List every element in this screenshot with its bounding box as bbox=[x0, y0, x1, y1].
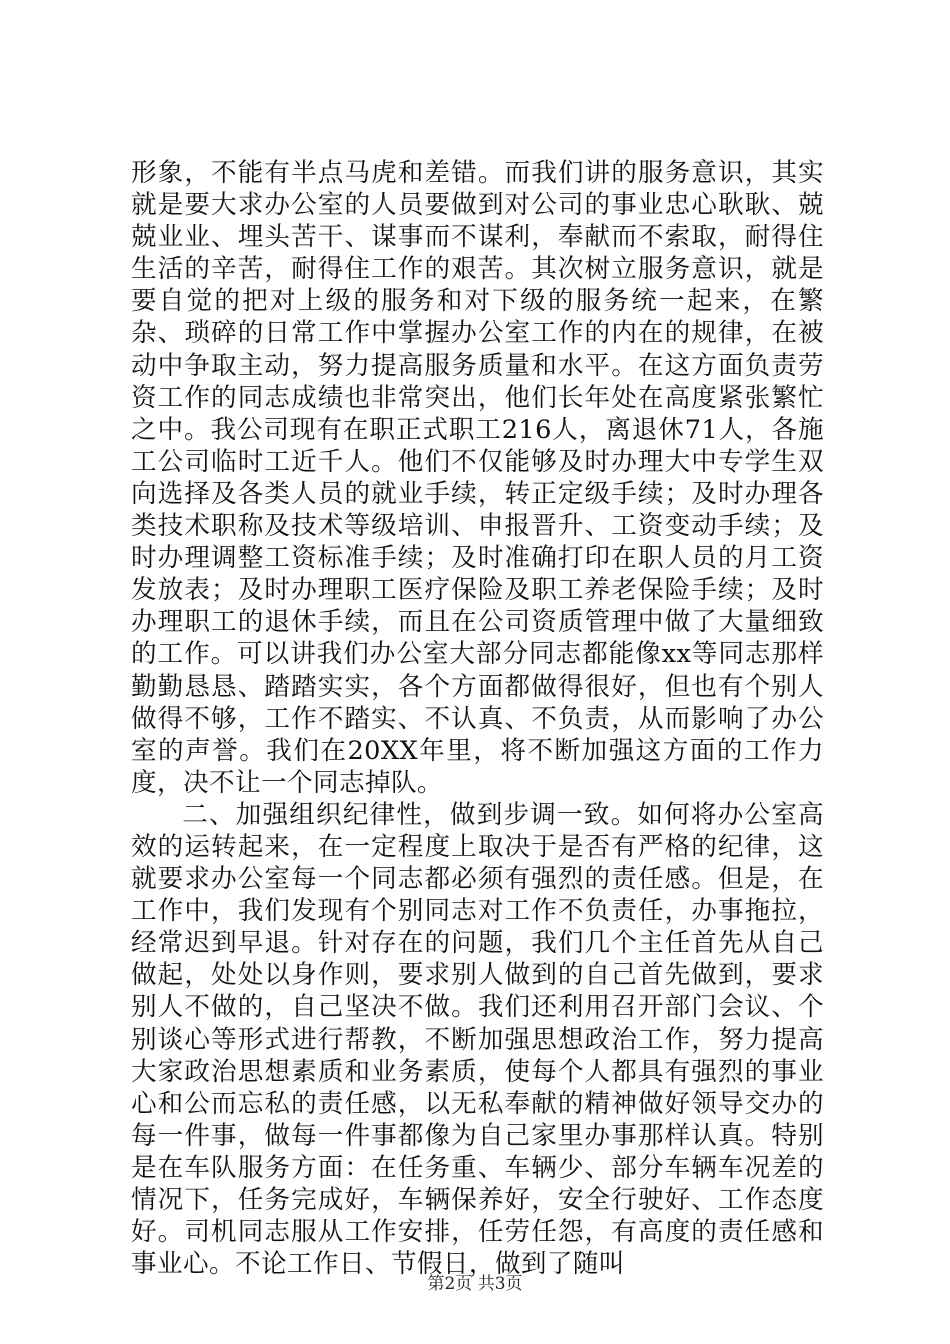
page-number-footer: 第2页 共3页 bbox=[427, 1274, 523, 1294]
document-body bbox=[131, 157, 824, 1280]
paragraph-section-two: 二、加强组织纪律性，做到步调一致。如何将办公室高效的运转起来，在一定程度上取决于是否有严格的纪律，这就要求办公室每一个同志都必须有强烈的责任感。但是，在工作中，我们发现有个别同志对工作不负责任，办事拖拉，经常迟到早退。针对存在的问题，我们几个主任首先从自己做起，处处以身作则，要求别人做到的自己首先做到，要求别人不做的，自己坚决不做。我们还利用召开部门会议、个别谈心等形式进行帮教，不断加强思想政治工作，努力提高大家政治思想素质和业务素质，使每个人都具有强烈的事业心和公而忘私的责任感，以无私奉献的精神做好领导交办的每一件事，做每一件事都像为自己家里办事那样认真。特别是在车队服务方面：在任务重、车辆少、部分车辆车况差的情况下，任务完成好，车辆保养好，安全行驶好、工作态度好。司机同志服从工作安排，任劳任怨，有高度的责任感和事业心。不论工作日、节假日，做到了随叫 bbox=[131, 799, 824, 1280]
paragraph-continuation: 形象，不能有半点马虎和差错。而我们讲的服务意识，其实就是要大求办公室的人员要做到对公司的事业忠心耿耿、兢兢业业、埋头苦干、谋事而不谋利，奉献而不索取，耐得住生活的辛苦，耐得住工作的艰苦。其次树立服务意识，就是要自觉的把对上级的服务和对下级的服务统一起来，在繁杂、琐碎的日常工作中掌握办公室工作的内在的规律，在被动中争取主动，努力提高服务质量和水平。在这方面负责劳资工作的同志成绩也非常突出，他们长年处在高度紧张繁忙之中。我公司现有在职正式职工216人，离退休71人，各施工公司临时工近千人。他们不仅能够及时办理大中专学生双向选择及各类人员的就业手续，转正定级手续；及时办理各类技术职称及技术等级培训、申报晋升、工资变动手续；及时办理调整工资标准手续；及时准确打印在职人员的月工资发放表；及时办理职工医疗保险及职工养老保险手续；及时办理职工的退休手续，而且在公司资质管理中做了大量细致的工作。可以讲我们办公室大部分同志都能像xx等同志那样勤勤恳恳、踏踏实实，各个方面都做得很好，但也有个别人做得不够，工作不踏实、不认真、不负责，从而影响了办公室的声誉。我们在20XX年里，将不断加强这方面的工作力度，决不让一个同志掉队。 bbox=[131, 158, 824, 798]
